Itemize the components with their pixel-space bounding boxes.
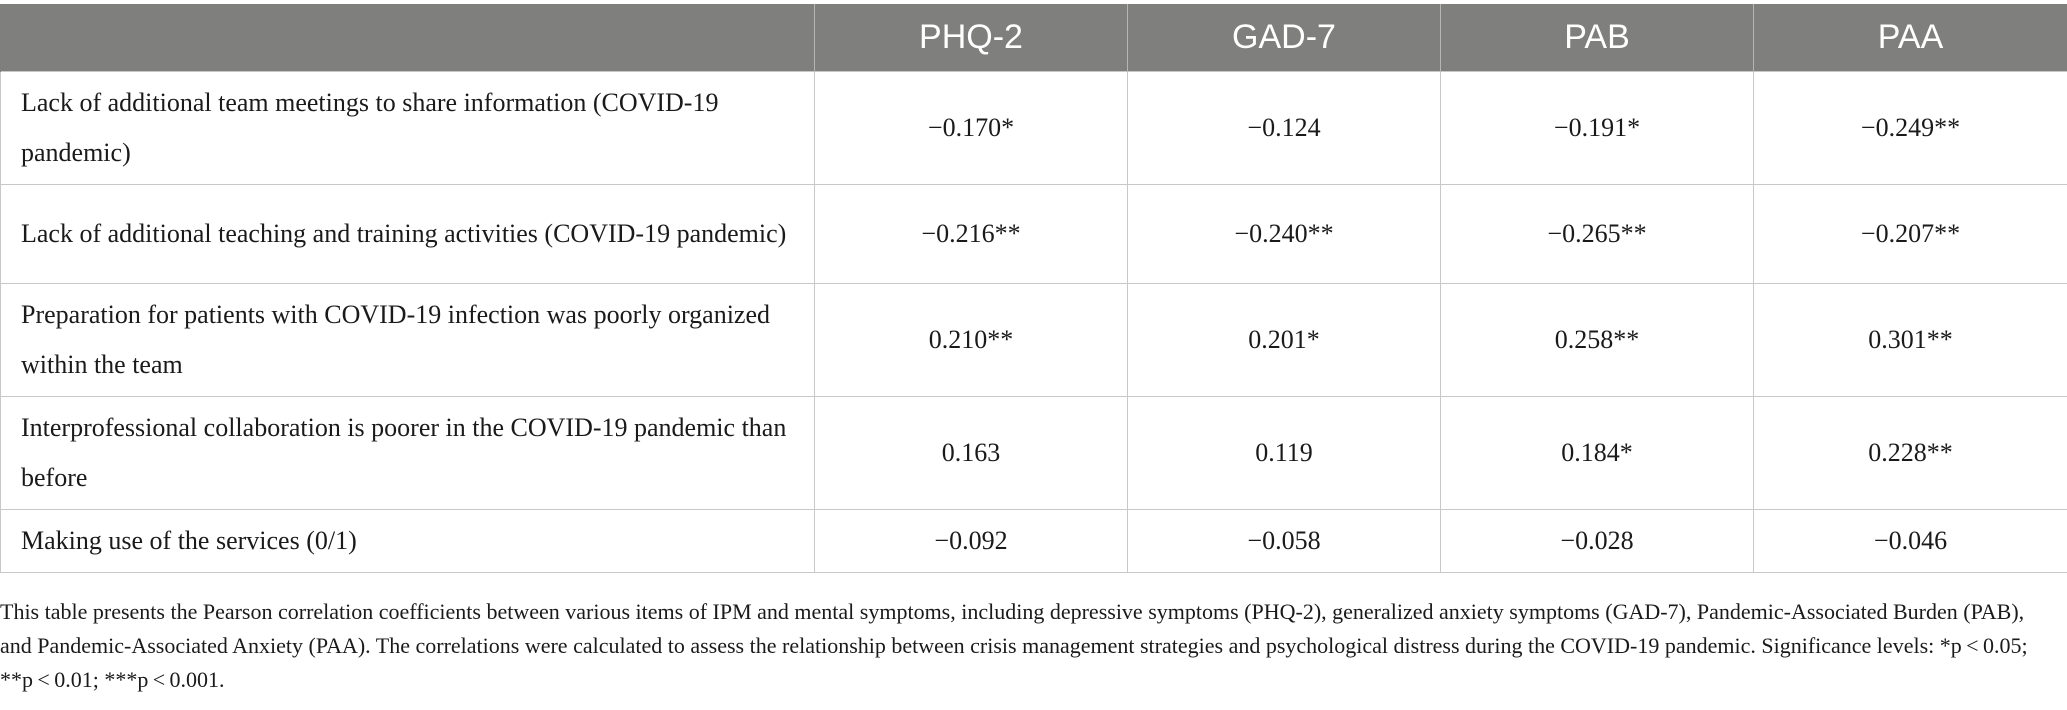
header-cell-gad7: GAD-7 [1128,4,1441,72]
cell-pab: −0.265** [1441,185,1754,284]
row-label: Lack of additional team meetings to share information (COVID-19 pandemic) [1,72,815,185]
cell-gad7: 0.119 [1128,397,1441,510]
table-footnote [0,595,2060,697]
table-row [1,284,2067,397]
cell-phq2: −0.170* [815,72,1128,185]
table-row [1,72,2067,185]
row-label: Preparation for patients with COVID-19 infection was poorly organized within the team [1,284,815,397]
header-cell-phq2: PHQ-2 [815,4,1128,72]
cell-pab: 0.258** [1441,284,1754,397]
cell-phq2: −0.216** [815,185,1128,284]
cell-pab: 0.184* [1441,397,1754,510]
correlation-table [0,4,2067,573]
cell-paa: −0.046 [1754,510,2067,573]
cell-gad7: 0.201* [1128,284,1441,397]
cell-paa: 0.228** [1754,397,2067,510]
header-cell-pab: PAB [1441,4,1754,72]
header-cell-item [1,4,815,72]
cell-paa: −0.249** [1754,72,2067,185]
row-label: Lack of additional teaching and training activities (COVID-19 pandemic) [1,185,815,284]
cell-paa: 0.301** [1754,284,2067,397]
table-row [1,185,2067,284]
table-row [1,397,2067,510]
footnote-text: This table presents the Pearson correlation coefficients between various items of IPM and mental symptoms, including depressive symptoms (PHQ-2), generalized anxiety symptoms (GAD-7), Pandemic-Associated Burden (PAB), and Pandemic-Associated Anxiety (PAA). The correlations were calculated to assess the relationship between crisis management strategies and psychological distress during the COVID-19 pandemic. Significance levels: *p < 0.05; **p < 0.01; ***p < 0.001. [0,599,2028,692]
cell-gad7: −0.124 [1128,72,1441,185]
cell-phq2: 0.210** [815,284,1128,397]
correlation-table-container [0,4,2067,573]
cell-phq2: 0.163 [815,397,1128,510]
row-label: Making use of the services (0/1) [1,510,815,573]
row-label: Interprofessional collaboration is poorer in the COVID-19 pandemic than before [1,397,815,510]
table-row [1,510,2067,573]
cell-pab: −0.191* [1441,72,1754,185]
header-cell-paa: PAA [1754,4,2067,72]
table-header-row [1,4,2067,72]
cell-pab: −0.028 [1441,510,1754,573]
cell-phq2: −0.092 [815,510,1128,573]
cell-gad7: −0.058 [1128,510,1441,573]
cell-paa: −0.207** [1754,185,2067,284]
cell-gad7: −0.240** [1128,185,1441,284]
